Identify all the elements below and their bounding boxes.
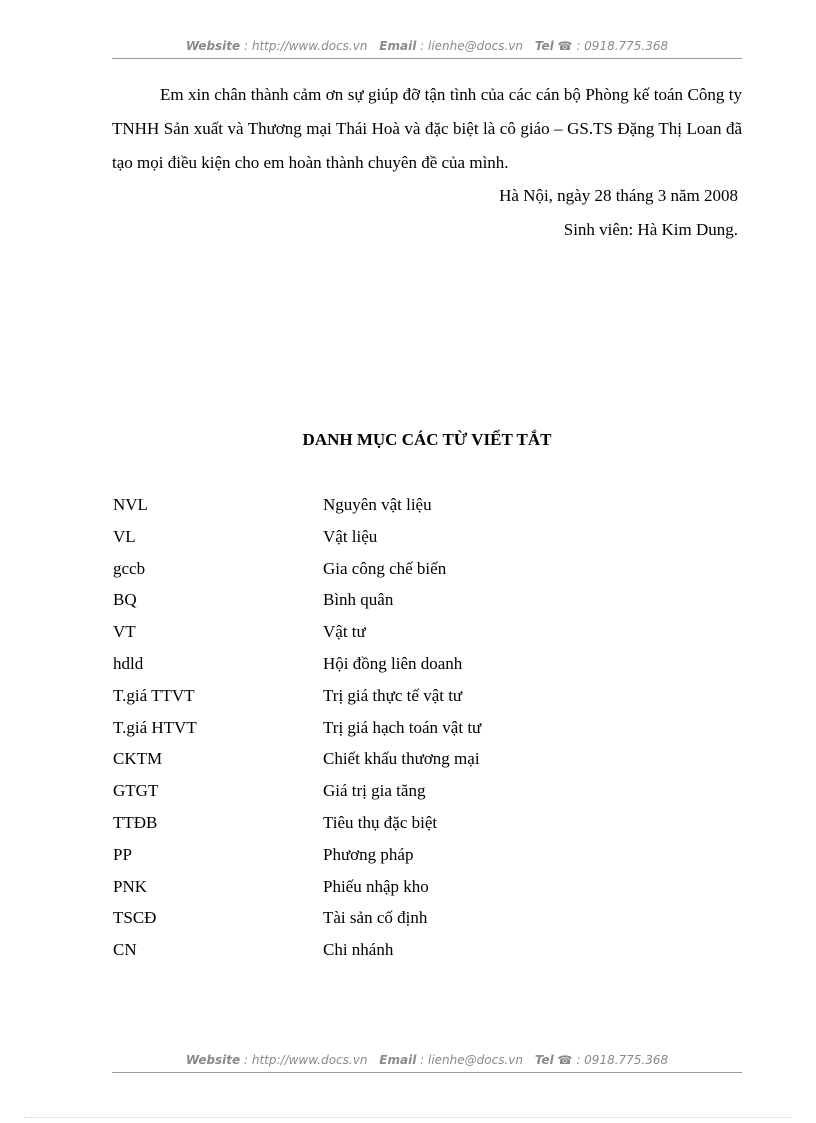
meaning: Hội đồng liên doanh — [323, 653, 463, 673]
meaning: Chi nhánh — [323, 940, 394, 960]
list-item — [112, 904, 742, 936]
list-item — [112, 745, 742, 777]
abbreviation: NVL — [113, 495, 148, 514]
meaning: Tài sản cố định — [323, 908, 428, 928]
abbreviation: T.giá HTVT — [113, 717, 197, 737]
list-item — [112, 618, 742, 650]
abbreviation: GTGT — [113, 781, 159, 801]
website-value: : http://www.docs.vn — [244, 1053, 368, 1067]
page-header — [112, 39, 742, 53]
abbreviation: PNK — [113, 876, 148, 896]
letter-date: Hà Nội, ngày 28 tháng 3 năm 2008 — [499, 186, 738, 205]
list-item — [112, 586, 742, 618]
email-value: : lienhe@docs.vn — [420, 1053, 523, 1067]
meaning: Vật liệu — [323, 526, 378, 546]
list-item — [112, 841, 742, 873]
phone-icon: ☎ — [557, 39, 573, 53]
meaning: Phương pháp — [323, 844, 414, 864]
tel-label: Tel — [534, 1053, 554, 1067]
glossary-list — [112, 491, 742, 968]
acknowledgement-paragraph: Em xin chân thành cảm ơn sự giúp đỡ tận tình của các cán bộ Phòng kế toán Công ty TNHH Sản xuất và Thương mại Thái Hoà và đặc biệt là cô giáo – GS.TS Đặng Thị Loan đã tạo mọi điều kiện cho em hoàn thành chuyên đề của mình. — [112, 85, 742, 172]
meaning: Gia công chế biến — [323, 558, 447, 578]
abbreviation: CKTM — [113, 749, 163, 769]
abbreviation: PP — [113, 844, 132, 864]
website-value: : http://www.docs.vn — [244, 39, 368, 53]
abbreviation: TSCĐ — [113, 908, 157, 928]
meaning: Chiết khấu thương mại — [323, 749, 480, 769]
tel-value: : 0918.775.368 — [576, 39, 669, 53]
abbreviation: BQ — [113, 590, 137, 610]
letter-signature: Sinh viên: Hà Kim Dung. — [563, 220, 738, 239]
website-label: Website — [185, 39, 241, 53]
email-value: : lienhe@docs.vn — [420, 39, 523, 53]
page-footer — [112, 1053, 742, 1067]
abbreviation: CN — [113, 940, 137, 960]
list-item — [112, 777, 742, 809]
meaning: Vật tư — [323, 622, 366, 642]
abbreviation: T.giá TTVT — [113, 685, 195, 705]
meaning: Tiêu thụ đặc biệt — [323, 812, 438, 832]
meaning: Bình quân — [323, 590, 394, 610]
list-item — [112, 650, 742, 682]
phone-icon: ☎ — [557, 1053, 573, 1067]
list-item — [112, 555, 742, 587]
page-edge-divider — [24, 1117, 792, 1118]
footer-rule — [112, 1072, 742, 1073]
tel-label: Tel — [534, 39, 554, 53]
list-item — [112, 682, 742, 714]
list-item — [112, 523, 742, 555]
meaning: Nguyên vật liệu — [323, 495, 432, 514]
list-item — [112, 714, 742, 746]
glossary-title: DANH MỤC CÁC TỪ VIẾT TẮT — [302, 430, 552, 449]
header-rule — [112, 58, 742, 59]
email-label: Email — [379, 1053, 417, 1067]
meaning: Trị giá hạch toán vật tư — [323, 717, 482, 737]
acknowledgement-block — [112, 78, 742, 180]
list-item — [112, 873, 742, 905]
website-label: Website — [185, 1053, 241, 1067]
abbreviation: VT — [113, 622, 136, 642]
abbreviation: VL — [113, 526, 136, 546]
tel-value: : 0918.775.368 — [576, 1053, 669, 1067]
abbreviation: hdld — [113, 653, 144, 673]
meaning: Phiếu nhập kho — [323, 876, 429, 896]
email-label: Email — [379, 39, 417, 53]
meaning: Trị giá thực tế vật tư — [323, 685, 463, 705]
list-item — [112, 491, 742, 523]
list-item — [112, 809, 742, 841]
abbreviation: gccb — [113, 558, 146, 578]
list-item — [112, 936, 742, 968]
meaning: Giá trị gia tăng — [323, 781, 426, 801]
abbreviation: TTĐB — [113, 812, 158, 832]
